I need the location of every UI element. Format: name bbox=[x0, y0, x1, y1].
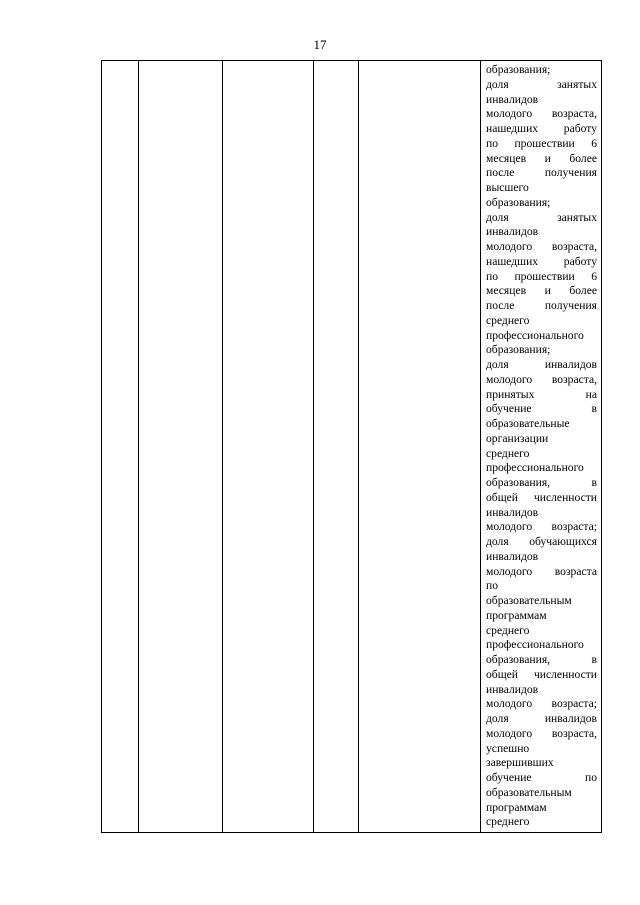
text-line: организации bbox=[486, 431, 549, 445]
text-line: профессионального bbox=[486, 328, 584, 342]
text-line: обучение в bbox=[486, 402, 597, 416]
text-line: инвалидов bbox=[486, 92, 539, 106]
text-line: принятых на bbox=[486, 387, 597, 401]
text-line: после получения bbox=[486, 166, 597, 180]
text-line: доля инвалидов bbox=[486, 358, 597, 371]
text-line: нашедших работу bbox=[486, 254, 597, 268]
indicators-text bbox=[486, 63, 597, 830]
text-line: доля занятых bbox=[486, 210, 597, 224]
text-line: нашедших работу bbox=[486, 122, 597, 135]
text-line: среднего bbox=[486, 815, 530, 829]
text-line: молодого возраста; bbox=[486, 520, 597, 534]
text-line: среднего bbox=[486, 623, 530, 637]
text-line: программам bbox=[486, 800, 547, 814]
text-line: образовательным bbox=[486, 594, 572, 607]
page-number: 17 bbox=[313, 37, 327, 52]
text-line: образования; bbox=[486, 195, 551, 209]
table-cell-col3 bbox=[223, 61, 314, 833]
text-line: высшего bbox=[486, 181, 529, 194]
text-line: инвалидов bbox=[486, 682, 539, 696]
table-cell-col1 bbox=[102, 61, 139, 833]
text-line: образования, в bbox=[486, 476, 597, 489]
text-line: образовательные bbox=[486, 417, 570, 430]
text-line: по прошествии 6 bbox=[486, 269, 597, 283]
text-line: общей численности bbox=[486, 490, 597, 504]
text-line: молодого возраста, bbox=[486, 107, 597, 121]
text-line: молодого возраста, bbox=[486, 372, 597, 386]
text-line: среднего bbox=[486, 446, 530, 460]
text-line: молодого возраста, bbox=[486, 726, 597, 740]
text-line: по прошествии 6 bbox=[486, 136, 597, 150]
text-line: доля инвалидов bbox=[486, 712, 597, 725]
text-line: образования; bbox=[486, 63, 551, 76]
text-line: образования, в bbox=[486, 653, 597, 666]
text-line: образовательным bbox=[486, 785, 572, 799]
text-line: месяцев и более bbox=[486, 151, 597, 165]
text-line: успешно bbox=[486, 741, 530, 755]
text-line: молодого возраста; bbox=[486, 697, 597, 711]
text-line: по bbox=[486, 579, 499, 593]
text-line: месяцев и более bbox=[486, 284, 597, 298]
text-line: после получения bbox=[486, 299, 597, 312]
text-line: среднего bbox=[486, 313, 530, 327]
document-table bbox=[101, 60, 602, 833]
text-line: завершивших bbox=[486, 756, 554, 770]
text-line: доля обучающихся bbox=[486, 535, 597, 548]
text-line: инвалидов bbox=[486, 225, 539, 239]
text-line: молодого возраста, bbox=[486, 240, 597, 253]
indicators-cell bbox=[481, 61, 602, 833]
text-line: общей численности bbox=[486, 667, 597, 681]
text-line: профессионального bbox=[486, 461, 584, 475]
table-row bbox=[102, 61, 602, 833]
text-line: образования; bbox=[486, 343, 551, 357]
text-line: доля занятых bbox=[486, 77, 597, 91]
table-cell-col2 bbox=[139, 61, 223, 833]
text-line: молодого возраста bbox=[486, 564, 597, 578]
text-line: программам bbox=[486, 608, 547, 622]
text-line: обучение по bbox=[486, 771, 597, 784]
text-line: инвалидов bbox=[486, 549, 539, 563]
table-cell-col4 bbox=[314, 61, 359, 833]
text-line: профессионального bbox=[486, 638, 584, 652]
table-cell-col5 bbox=[359, 61, 481, 833]
text-line: инвалидов bbox=[486, 505, 539, 519]
